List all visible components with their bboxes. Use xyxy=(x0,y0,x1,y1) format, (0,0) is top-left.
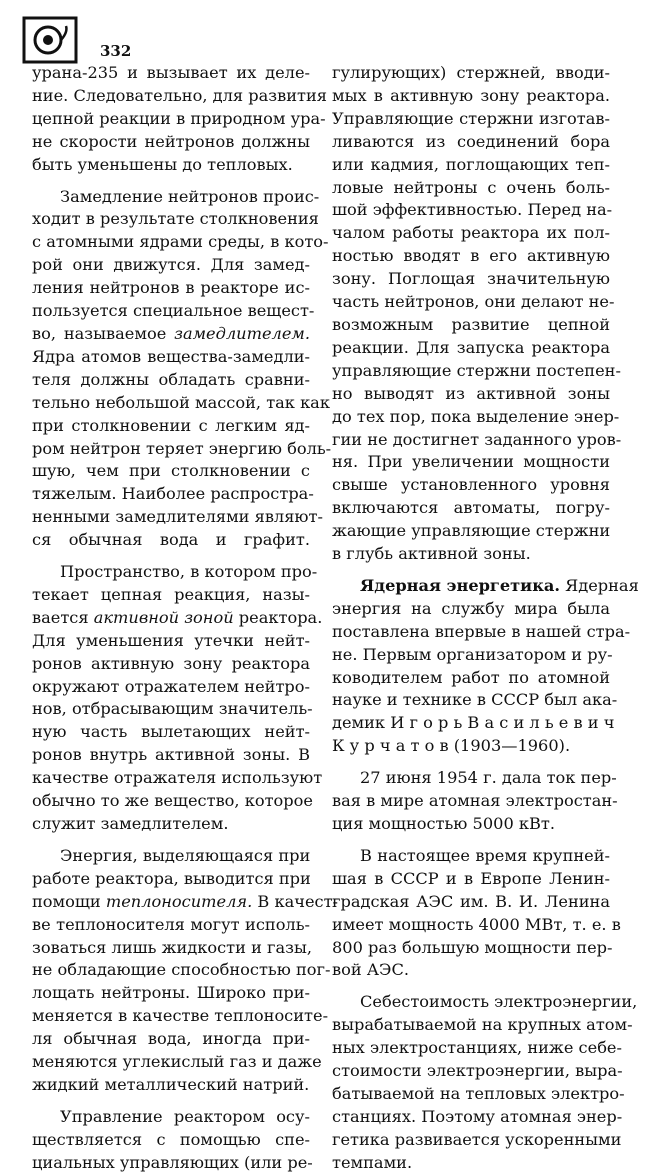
text-line xyxy=(32,630,310,653)
line-text: зоваться лишь жидкости и газы, xyxy=(32,937,313,957)
text-line xyxy=(32,1129,310,1152)
line-text: 800 раз большую мощности пер- xyxy=(332,937,613,957)
line-text: ловые нейтроны с очень боль- xyxy=(332,177,610,197)
text-line xyxy=(332,314,610,337)
text-line xyxy=(32,914,310,937)
paragraph-gap xyxy=(32,177,310,186)
line-text: возможным развитие цепной xyxy=(332,314,610,334)
line-text: науке и технике в СССР был ака- xyxy=(332,690,618,710)
line-text: ронов внутрь активной зоны. В xyxy=(32,745,310,765)
text-line xyxy=(32,62,310,85)
line-text: гулирующих) стержней, вводи- xyxy=(332,63,610,82)
text-line xyxy=(332,813,610,836)
text-line xyxy=(332,575,639,598)
line-text: не. Первым организатором и ру- xyxy=(332,644,613,664)
text-line xyxy=(32,891,339,914)
text-line xyxy=(332,497,610,520)
line-text: жидкий металлический натрий. xyxy=(32,1074,310,1094)
italic-term: теплоносителя. xyxy=(105,891,253,911)
text-line xyxy=(332,644,613,667)
line-text: Замедление нейтронов проис- xyxy=(60,186,320,206)
line-text: ления нейтронов в реакторе ис- xyxy=(32,278,310,298)
text-line xyxy=(32,254,310,277)
left-column xyxy=(32,62,339,1175)
line-text: нов, отбрасывающим значитель- xyxy=(32,699,313,719)
line-text: В настоящее время крупней- xyxy=(360,845,610,865)
line-text: ние. Следовательно, для развития xyxy=(32,85,327,105)
text-line xyxy=(332,108,610,131)
text-line xyxy=(332,360,621,383)
text-line xyxy=(332,406,620,429)
line-text: ве теплоносителя могут исполь- xyxy=(32,914,310,934)
text-line xyxy=(32,584,310,607)
text-line xyxy=(332,914,621,937)
paragraph-gap xyxy=(332,758,610,767)
text-line xyxy=(32,460,310,483)
line-text: лощать нейтроны. Широко при- xyxy=(32,983,310,1003)
text-line xyxy=(32,1005,329,1028)
text-line xyxy=(332,520,610,543)
text-line xyxy=(32,108,326,131)
line-text: часть нейтронов, они делают не- xyxy=(332,292,615,312)
text-line xyxy=(332,667,610,690)
line-text: включаются автоматы, погру- xyxy=(332,498,610,518)
line-text: чалом работы реактора их пол- xyxy=(332,223,610,243)
text-line xyxy=(32,85,327,108)
line-text: ся обычная вода и графит. xyxy=(32,530,310,550)
line-text: теля должны обладать сравни- xyxy=(32,369,310,389)
text-line xyxy=(32,346,310,369)
line-text: служит замедлителем. xyxy=(32,814,229,833)
line-text: мых в активную зону реактора. xyxy=(332,85,610,105)
line-text: шой эффективностью. Перед на- xyxy=(332,200,613,220)
text-line xyxy=(332,268,610,291)
line-text: урана-235 и вызывает их деле- xyxy=(32,63,310,82)
line-text: ливаются из соединений бора xyxy=(332,131,610,151)
text-line xyxy=(32,607,323,630)
line-text: поставлена впервые в нашей стра- xyxy=(332,621,631,641)
text-line xyxy=(32,392,330,415)
text-line xyxy=(332,959,610,982)
page-number: 332 xyxy=(100,42,132,60)
bold-term: Ядерная энергетика. xyxy=(360,575,561,595)
text-line xyxy=(332,543,610,566)
line-text: ных электростанциях, ниже себе- xyxy=(332,1038,622,1058)
text-line xyxy=(332,474,610,497)
line-text: имеет мощность 4000 МВт, т. е. в xyxy=(332,914,621,934)
text-line xyxy=(332,937,613,960)
line-text: цепной реакции в природном ура- xyxy=(32,108,326,128)
text-line xyxy=(32,790,313,813)
text-line xyxy=(32,369,310,392)
line-text: Ядра атомов вещества-замедли- xyxy=(32,346,310,366)
line-text: гетика развивается ускоренными xyxy=(332,1129,622,1149)
line-text: при столкновении с легким яд- xyxy=(32,415,310,435)
line-text: зону. Поглощая значительную xyxy=(332,269,610,289)
text-line xyxy=(32,813,310,836)
text-line xyxy=(332,790,618,813)
line-text: В качест- xyxy=(252,891,339,911)
text-line xyxy=(332,598,610,621)
text-line xyxy=(332,429,622,452)
text-line xyxy=(32,186,320,209)
text-line xyxy=(32,300,315,323)
text-line xyxy=(332,131,610,154)
line-text: быть уменьшены до тепловых. xyxy=(32,154,293,174)
text-line xyxy=(332,451,610,474)
line-text: тяжелым. Наиболее распростра- xyxy=(32,484,314,504)
text-line xyxy=(332,337,610,360)
paragraph-gap xyxy=(32,1097,310,1106)
text-line xyxy=(332,1129,622,1152)
line-text: Ядерная xyxy=(560,575,639,595)
line-text: меняются углекислый газ и даже xyxy=(32,1052,322,1072)
paragraph-gap xyxy=(332,566,610,575)
line-text: ненными замедлителями являют- xyxy=(32,507,323,527)
line-text: ходит в результате столкновения xyxy=(32,209,319,229)
line-text: вая в мире атомная электростан- xyxy=(332,791,618,811)
text-line xyxy=(332,177,610,200)
line-text: ня. При увеличении мощности xyxy=(332,452,610,472)
text-line xyxy=(332,621,631,644)
text-line xyxy=(32,982,310,1005)
text-line xyxy=(332,383,610,406)
line-text: не скорости нейтронов должны xyxy=(32,131,310,151)
text-line xyxy=(32,937,313,960)
text-line xyxy=(32,721,310,744)
text-line xyxy=(332,291,615,314)
line-text: до тех пор, пока выделение энер- xyxy=(332,406,620,426)
text-line xyxy=(332,767,617,790)
text-line xyxy=(332,1106,623,1129)
text-line xyxy=(332,154,610,177)
text-line xyxy=(332,845,610,868)
line-text: или кадмия, поглощающих теп- xyxy=(332,154,610,174)
line-text: реактора. xyxy=(233,607,323,627)
line-text: но выводят из активной зоны xyxy=(332,383,610,403)
line-text: Пространство, в котором про- xyxy=(60,562,318,582)
line-text: жающие управляющие стержни xyxy=(332,521,611,541)
text-line xyxy=(32,653,310,676)
line-text: в глубь активной зоны. xyxy=(332,544,531,564)
line-text: тельно небольшой массой, так как xyxy=(32,392,330,412)
right-column xyxy=(332,62,639,1175)
italic-term: замедлителем. xyxy=(174,323,310,343)
text-line xyxy=(32,676,310,699)
line-text: ностью вводят в его активную xyxy=(332,246,610,266)
line-text: меняется в качестве теплоносите- xyxy=(32,1006,329,1026)
line-text: Энергия, выделяющаяся при xyxy=(60,845,311,865)
line-text: градская АЭС им. В. И. Ленина xyxy=(332,891,610,911)
text-line xyxy=(32,131,310,154)
line-text: качестве отражателя используют xyxy=(32,768,323,788)
line-text: Себестоимость электроэнергии, xyxy=(360,992,638,1012)
line-text: гии не достигнет заданного уров- xyxy=(332,429,622,449)
atom-reactor-emblem-icon xyxy=(22,16,78,64)
line-text: свыше установленного уровня xyxy=(332,475,610,495)
text-line xyxy=(32,277,310,300)
line-text: во, называемое xyxy=(32,323,175,343)
text-line xyxy=(32,438,332,461)
line-text: демик И г о р ь В а с и л ь е в и ч xyxy=(332,713,615,733)
line-text: 27 июня 1954 г. дала ток пер- xyxy=(360,768,617,788)
text-line xyxy=(32,483,314,506)
line-text: помощи xyxy=(32,891,106,911)
text-line xyxy=(332,1014,633,1037)
text-line xyxy=(32,1074,310,1097)
line-text: вается xyxy=(32,607,94,627)
text-line xyxy=(32,1106,310,1129)
paragraph-gap xyxy=(332,836,610,845)
text-line xyxy=(332,245,610,268)
text-line xyxy=(332,1083,625,1106)
text-line xyxy=(332,712,615,735)
text-line xyxy=(32,415,310,438)
text-line xyxy=(332,1152,610,1175)
paragraph-gap xyxy=(332,982,610,991)
text-line xyxy=(32,1051,322,1074)
line-text: Управляющие стержни изготав- xyxy=(332,108,610,128)
text-line xyxy=(32,845,310,868)
text-line xyxy=(32,208,319,231)
line-text: рой они движутся. Для замед- xyxy=(32,255,310,275)
text-line xyxy=(332,62,610,85)
text-line xyxy=(32,231,329,254)
line-text: ром нейтрон теряет энергию боль- xyxy=(32,438,332,458)
text-line xyxy=(332,689,618,712)
line-text: циальных управляющих (или ре- xyxy=(32,1152,313,1172)
line-text: ную часть вылетающих нейт- xyxy=(32,722,310,742)
paragraph-gap xyxy=(32,836,310,845)
text-line xyxy=(332,222,610,245)
text-line xyxy=(332,891,610,914)
line-text: обычно то же вещество, которое xyxy=(32,791,313,811)
line-text: вырабатываемой на крупных атом- xyxy=(332,1015,633,1035)
line-text: темпами. xyxy=(332,1152,413,1172)
line-text: станциях. Поэтому атомная энер- xyxy=(332,1106,623,1126)
line-text: реакции. Для запуска реактора xyxy=(332,337,610,357)
text-line xyxy=(32,767,323,790)
text-line xyxy=(32,323,310,346)
text-line xyxy=(332,1060,623,1083)
line-text: шая в СССР и в Европе Ленин- xyxy=(332,868,610,888)
line-text: текает цепная реакция, назы- xyxy=(32,584,310,604)
text-line xyxy=(332,735,610,758)
text-line xyxy=(332,868,610,891)
text-line xyxy=(32,959,331,982)
line-text: ронов активную зону реактора xyxy=(32,653,310,673)
line-text: вой АЭС. xyxy=(332,960,409,980)
text-line xyxy=(32,868,310,891)
text-line xyxy=(32,154,310,177)
line-text: работе реактора, выводится при xyxy=(32,868,311,888)
text-line xyxy=(332,991,638,1014)
italic-term: активной зоной xyxy=(93,607,234,627)
line-text: окружают отражателем нейтро- xyxy=(32,676,310,696)
text-line xyxy=(32,698,313,721)
line-text: с атомными ядрами среды, в кото- xyxy=(32,232,329,252)
text-line xyxy=(32,744,310,767)
text-line xyxy=(32,1152,313,1175)
line-text: пользуется специальное вещест- xyxy=(32,301,315,321)
line-text: Управление реактором осу- xyxy=(60,1106,310,1126)
line-text: шую, чем при столкновении с xyxy=(32,461,310,481)
text-line xyxy=(32,1028,310,1051)
text-line xyxy=(32,529,310,552)
line-text: стоимости электроэнергии, выра- xyxy=(332,1061,623,1081)
text-line xyxy=(332,85,610,108)
text-line xyxy=(32,561,318,584)
text-line xyxy=(332,199,613,222)
line-text: К у р ч а т о в (1903—1960). xyxy=(332,736,571,756)
line-text: ля обычная вода, иногда при- xyxy=(32,1029,310,1049)
line-text: ществляется с помощью спе- xyxy=(32,1129,310,1149)
line-text: Для уменьшения утечки нейт- xyxy=(32,630,310,650)
text-line xyxy=(32,506,323,529)
line-text: энергия на службу мира была xyxy=(332,598,610,618)
line-text: не обладающие способностью пог- xyxy=(32,960,331,980)
paragraph-gap xyxy=(32,552,310,561)
line-text: ководителем работ по атомной xyxy=(332,667,610,687)
line-text: управляющие стержни постепен- xyxy=(332,360,621,380)
line-text: батываемой на тепловых электро- xyxy=(332,1083,625,1103)
text-line xyxy=(332,1037,622,1060)
line-text: ция мощностью 5000 кВт. xyxy=(332,814,556,833)
